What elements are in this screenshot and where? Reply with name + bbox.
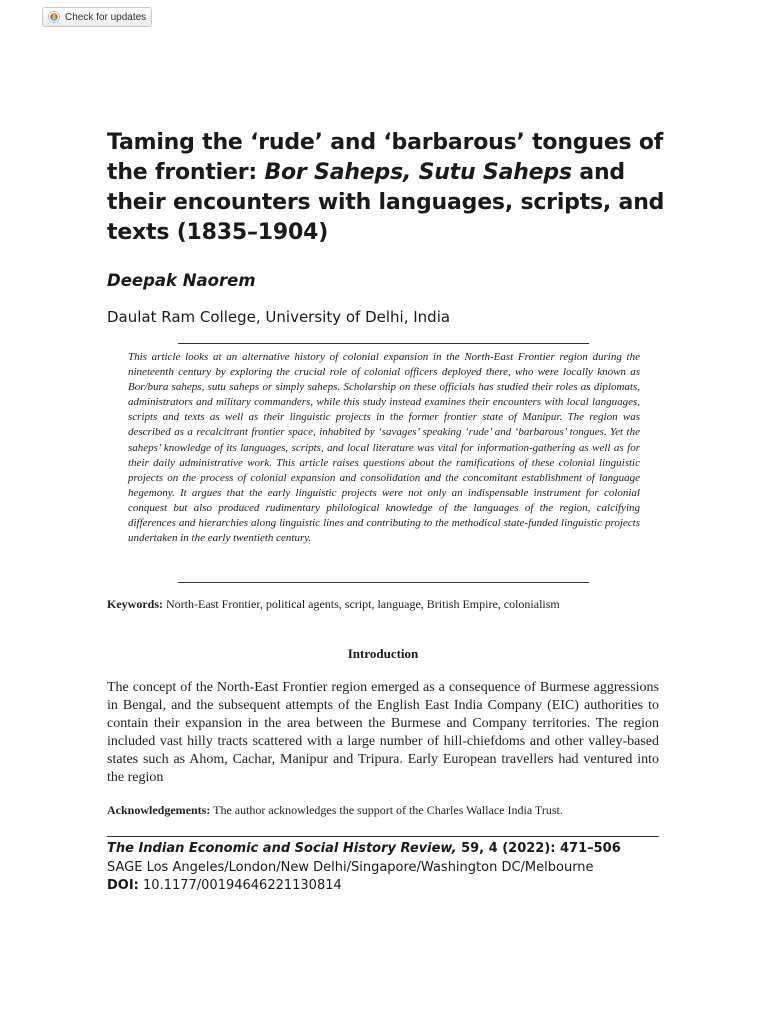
author-name: Deepak Naorem bbox=[107, 271, 256, 290]
author-affiliation: Daulat Ram College, University of Delhi, India bbox=[107, 308, 451, 326]
check-for-updates-label: Check for updates bbox=[65, 11, 147, 23]
abstract-top-rule bbox=[178, 343, 589, 344]
keywords-line bbox=[107, 597, 667, 612]
article-title bbox=[107, 128, 687, 248]
crossmark-icon bbox=[48, 11, 60, 23]
acknowledgements-line bbox=[107, 803, 667, 818]
footer-rule bbox=[107, 836, 659, 837]
abstract-text: This article looks at an alternative history of colonial expansion in the North-East Frontier region during the nineteenth century by exploring the crucial role of colonial officers deployed there, who were locally known as Bor/bura saheps, sutu saheps or simply saheps. Scholarship on these officials has studied their roles as diplomats, administrators and military commanders, while this study instead examines their encounters with local languages, scripts and texts as well as their linguistic projects in the former frontier state of Manipur. The region was described as a recalcitrant frontier space, inhabited by ‘savages’ speaking ‘rude’ and ‘barbarous’ tongues. Yet the saheps’ knowledge of its languages, scripts, and local literature was vital for information-gathering as well as for their daily administrative work. This article raises questions about the ramifications of these colonial linguistic projects on the process of colonial expansion and consolidation and the concomitant establishment of language hegemony. It argues that the early linguistic projects were not only an indispensable instrument for colonial conquest but also produced rudimentary philological knowledge of the languages of the region, calcifying differences and hierarchies along linguistic lines and contributing to the methodical state-funded linguistic projects undertaken in the early twentieth century. bbox=[128, 351, 640, 545]
journal-volume-pages: 59, 4 (2022): 471–506 bbox=[456, 841, 621, 856]
title-part-2: and their encounters with languages, scripts, and texts (1835–1904) bbox=[107, 160, 665, 245]
acknowledgements-text: The author acknowledges the support of the Charles Wallace India Trust. bbox=[210, 803, 563, 817]
acknowledgements-label: Acknowledgements: bbox=[107, 803, 211, 817]
abstract-bottom-rule bbox=[178, 582, 589, 583]
journal-name: The Indian Economic and Social History Review, bbox=[107, 841, 457, 856]
section-heading: Introduction bbox=[347, 646, 419, 661]
doi-line bbox=[107, 877, 667, 896]
check-for-updates-button[interactable] bbox=[42, 7, 152, 27]
publisher-line: SAGE Los Angeles/London/New Delhi/Singapore/Washington DC/Melbourne bbox=[107, 859, 594, 875]
doi-value: 10.1177/00194646221130814 bbox=[138, 878, 342, 893]
journal-line bbox=[107, 840, 667, 859]
journal-citation bbox=[107, 840, 667, 896]
title-italic-part: Bor Saheps, Sutu Saheps bbox=[264, 160, 572, 185]
introduction-paragraph: The concept of the North-East Frontier region emerged as a consequence of Burmese aggressions in Bengal, and the subsequent attempts of the English East India Company (EIC) authorities to contain their expansion in the area between the Burmese and Company territories. The region included vast hilly tracts scattered with a large number of hill-chiefdoms and other valley-based states such as Ahom, Cachar, Manipur and Tripura. Early European travellers had ventured into the region bbox=[107, 680, 659, 786]
keywords-text: North-East Frontier, political agents, script, language, British Empire, colonialism bbox=[163, 597, 560, 611]
title-part-1: Taming the ‘rude’ and ‘barbarous’ tongues of the frontier: bbox=[107, 130, 664, 185]
keywords-label: Keywords: bbox=[107, 597, 163, 611]
doi-label: DOI: bbox=[107, 878, 139, 893]
